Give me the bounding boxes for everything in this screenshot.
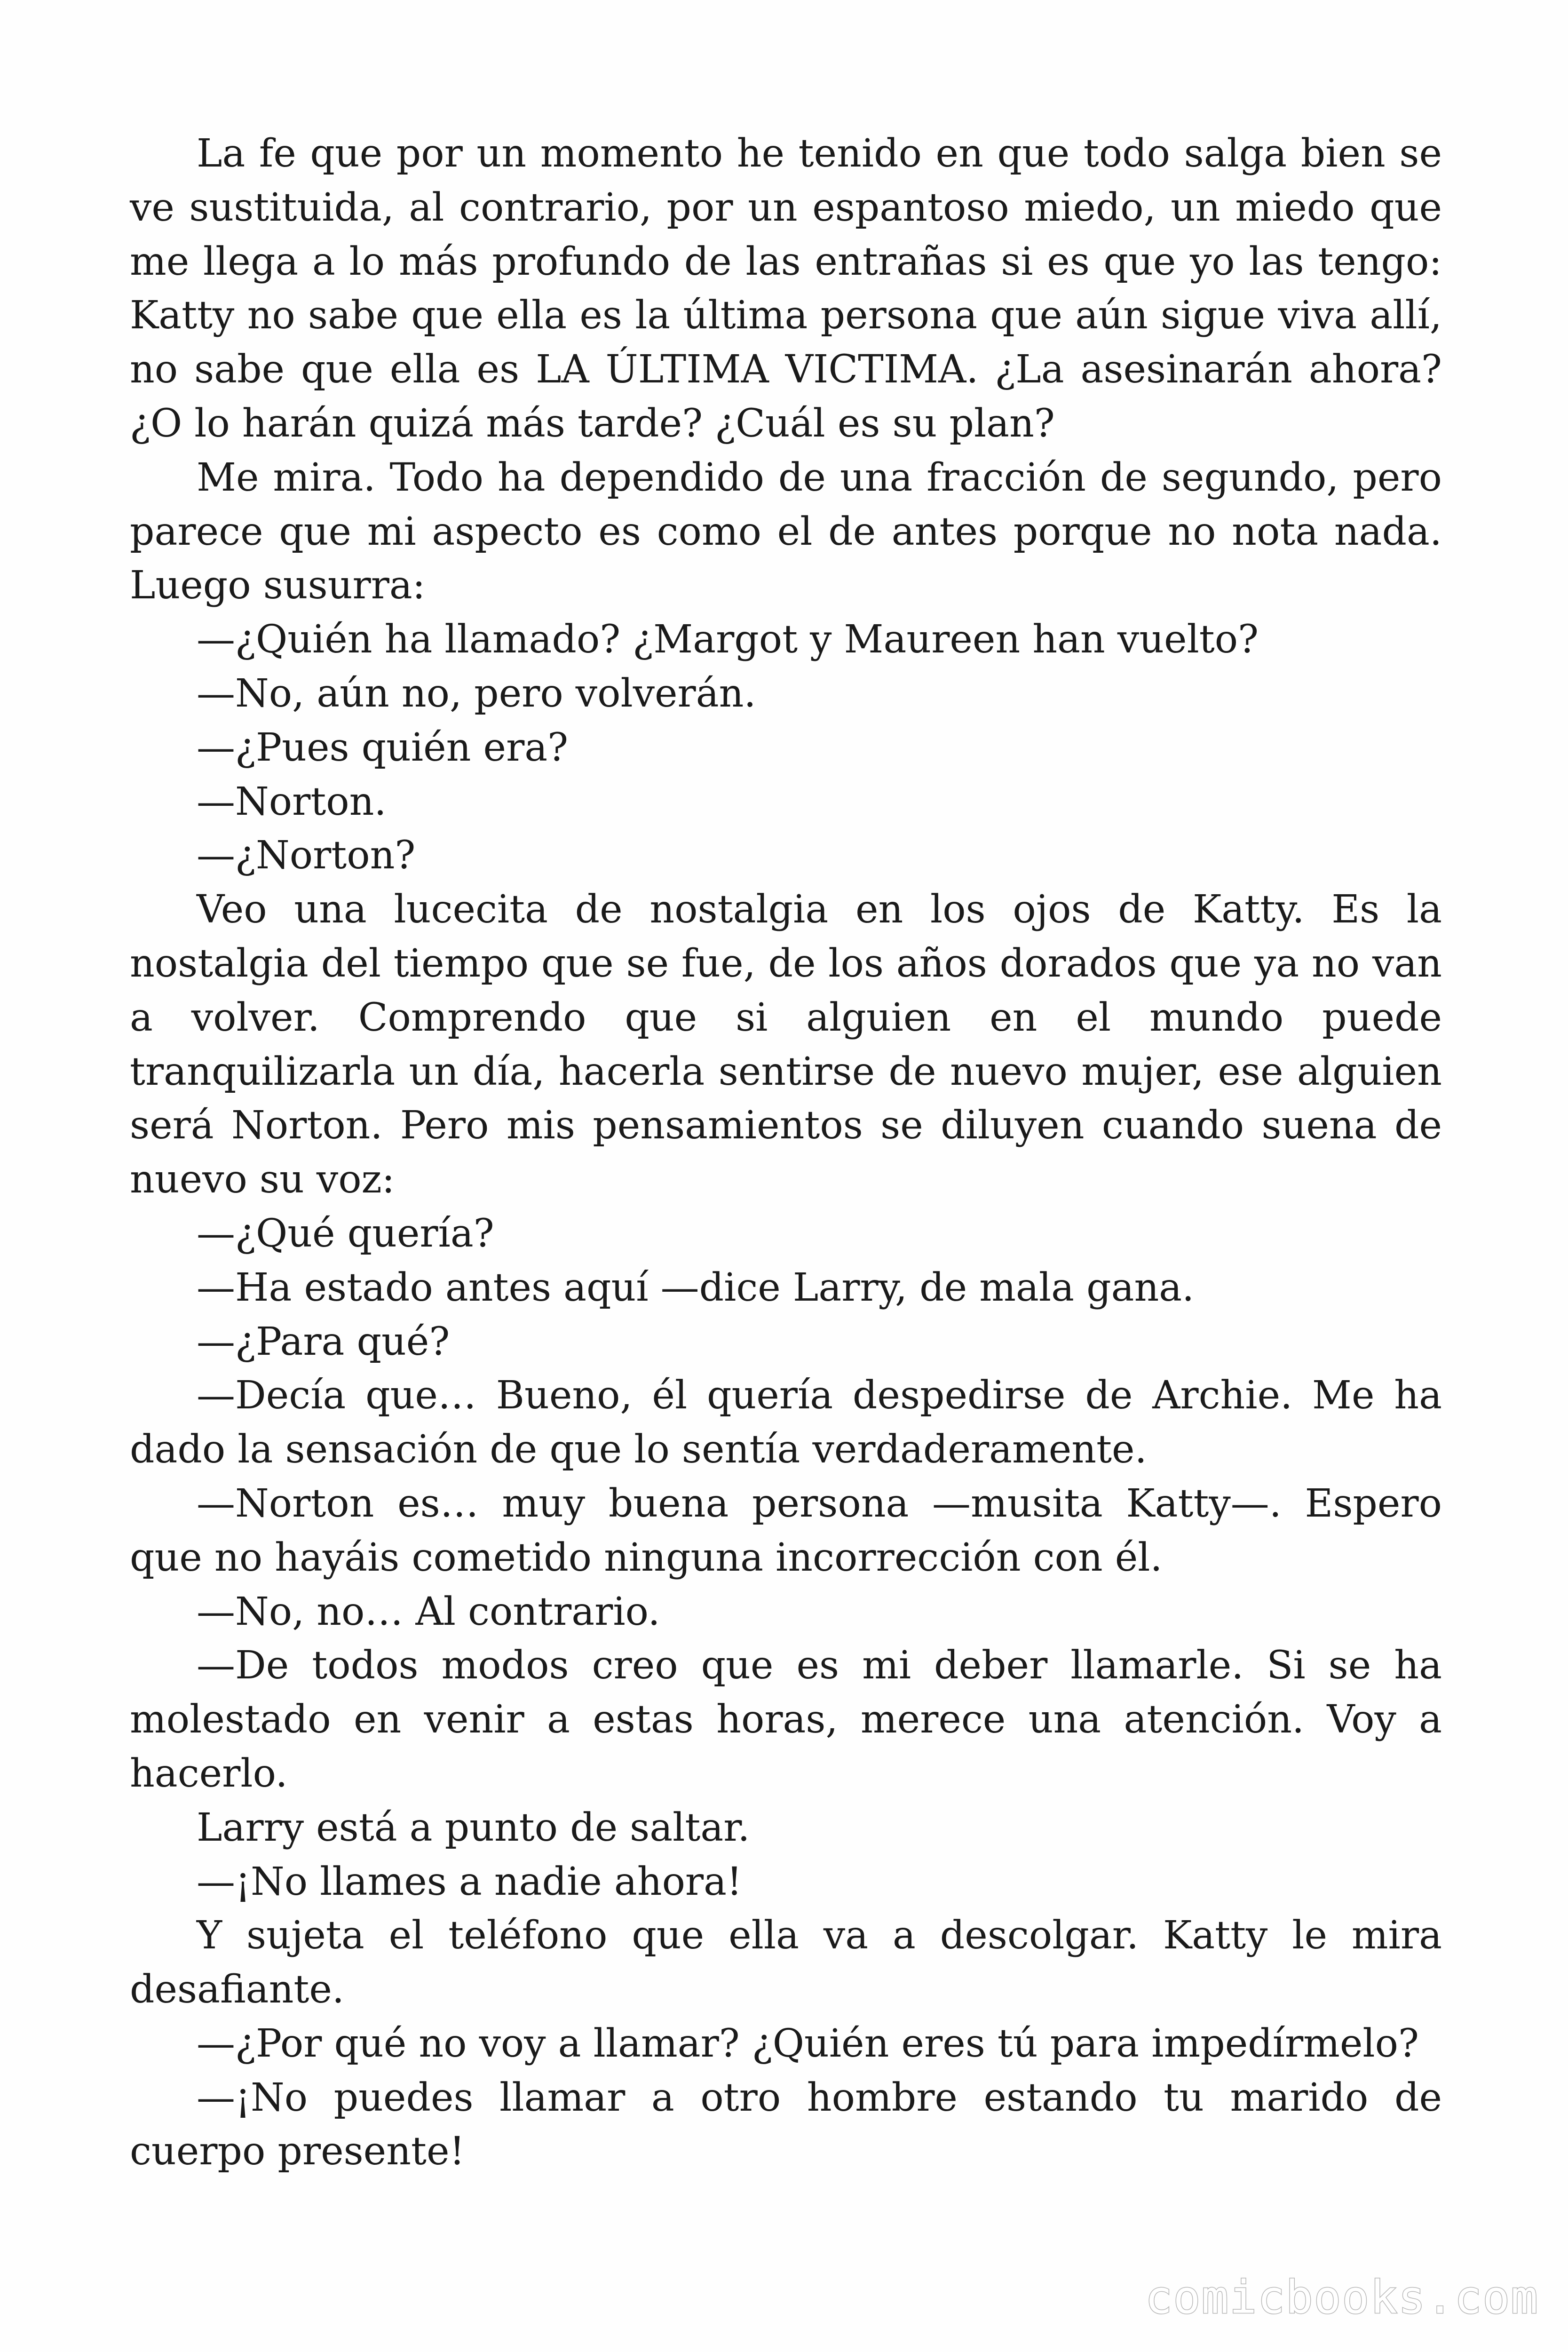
- dialogue-line: —Decía que… Bueno, él quería despedirse de Archie. Me ha dado la sensación de que lo sentía verdaderamente.: [130, 1373, 1442, 1472]
- dialogue-line: —¡No llames a nadie ahora!: [197, 1859, 742, 1904]
- dialogue-line: —No, no… Al contrario.: [197, 1589, 660, 1634]
- dialogue-line: —¿Qué quería?: [197, 1211, 494, 1256]
- dialogue-line: —De todos modos creo que es mi deber llamarle. Si se ha molestado en venir a estas horas, merece una atención. Voy a hacerlo.: [130, 1643, 1442, 1796]
- dialogue-line: —¿Para qué?: [197, 1319, 450, 1364]
- dialogue-line: —¿Por qué no voy a llamar? ¿Quién eres tú para impedírmelo?: [197, 2021, 1419, 2066]
- dialogue-line: —¡No puedes llamar a otro hombre estando tu marido de cuerpo presente!: [130, 2075, 1442, 2174]
- dialogue-line: —¿Pues quién era?: [197, 725, 569, 770]
- dialogue-line: —Norton.: [197, 779, 387, 824]
- paragraph: Y sujeta el teléfono que ella va a descolgar. Katty le mira desafiante.: [130, 1913, 1442, 2012]
- paragraph: Veo una lucecita de nostalgia en los ojos de Katty. Es la nostalgia del tiempo que se fue, de los años dorados que ya no van a volver. Comprendo que si alguien en el mundo puede tranquilizarla un día, hacerla sentirse de nuevo mujer, ese alguien será Norton. Pero mis pensamientos se diluyen cuando suena de nuevo su voz:: [130, 887, 1442, 1202]
- paragraph: Me mira. Todo ha dependido de una fracción de segundo, pero parece que mi aspecto es como el de antes porque no nota nada. Luego susurra:: [130, 455, 1442, 608]
- dialogue-line: —¿Norton?: [197, 833, 416, 878]
- paragraph: Larry está a punto de saltar.: [197, 1805, 750, 1850]
- dialogue-line: —Norton es… muy buena persona —musita Katty—. Espero que no hayáis cometido ninguna incorrección con él.: [130, 1481, 1442, 1580]
- dialogue-line: —¿Quién ha llamado? ¿Margot y Maureen han vuelto?: [197, 617, 1259, 662]
- dialogue-line: —No, aún no, pero volverán.: [197, 671, 756, 716]
- watermark: comicbooks.com: [1145, 2271, 1539, 2324]
- page-text: [130, 127, 1442, 2179]
- dialogue-line: —Ha estado antes aquí —dice Larry, de mala gana.: [197, 1265, 1195, 1310]
- paragraph: La fe que por un momento he tenido en que todo salga bien se ve sustituida, al contrario, por un espantoso miedo, un miedo que me llega a lo más profundo de las entrañas si es que yo las tengo: Katty no sabe que ella es la última persona que aún sigue viva allí, no sabe que ella es LA ÚLTIMA VICTIMA. ¿La asesinarán ahora? ¿O lo harán quizá más tarde? ¿Cuál es su plan?: [130, 131, 1442, 446]
